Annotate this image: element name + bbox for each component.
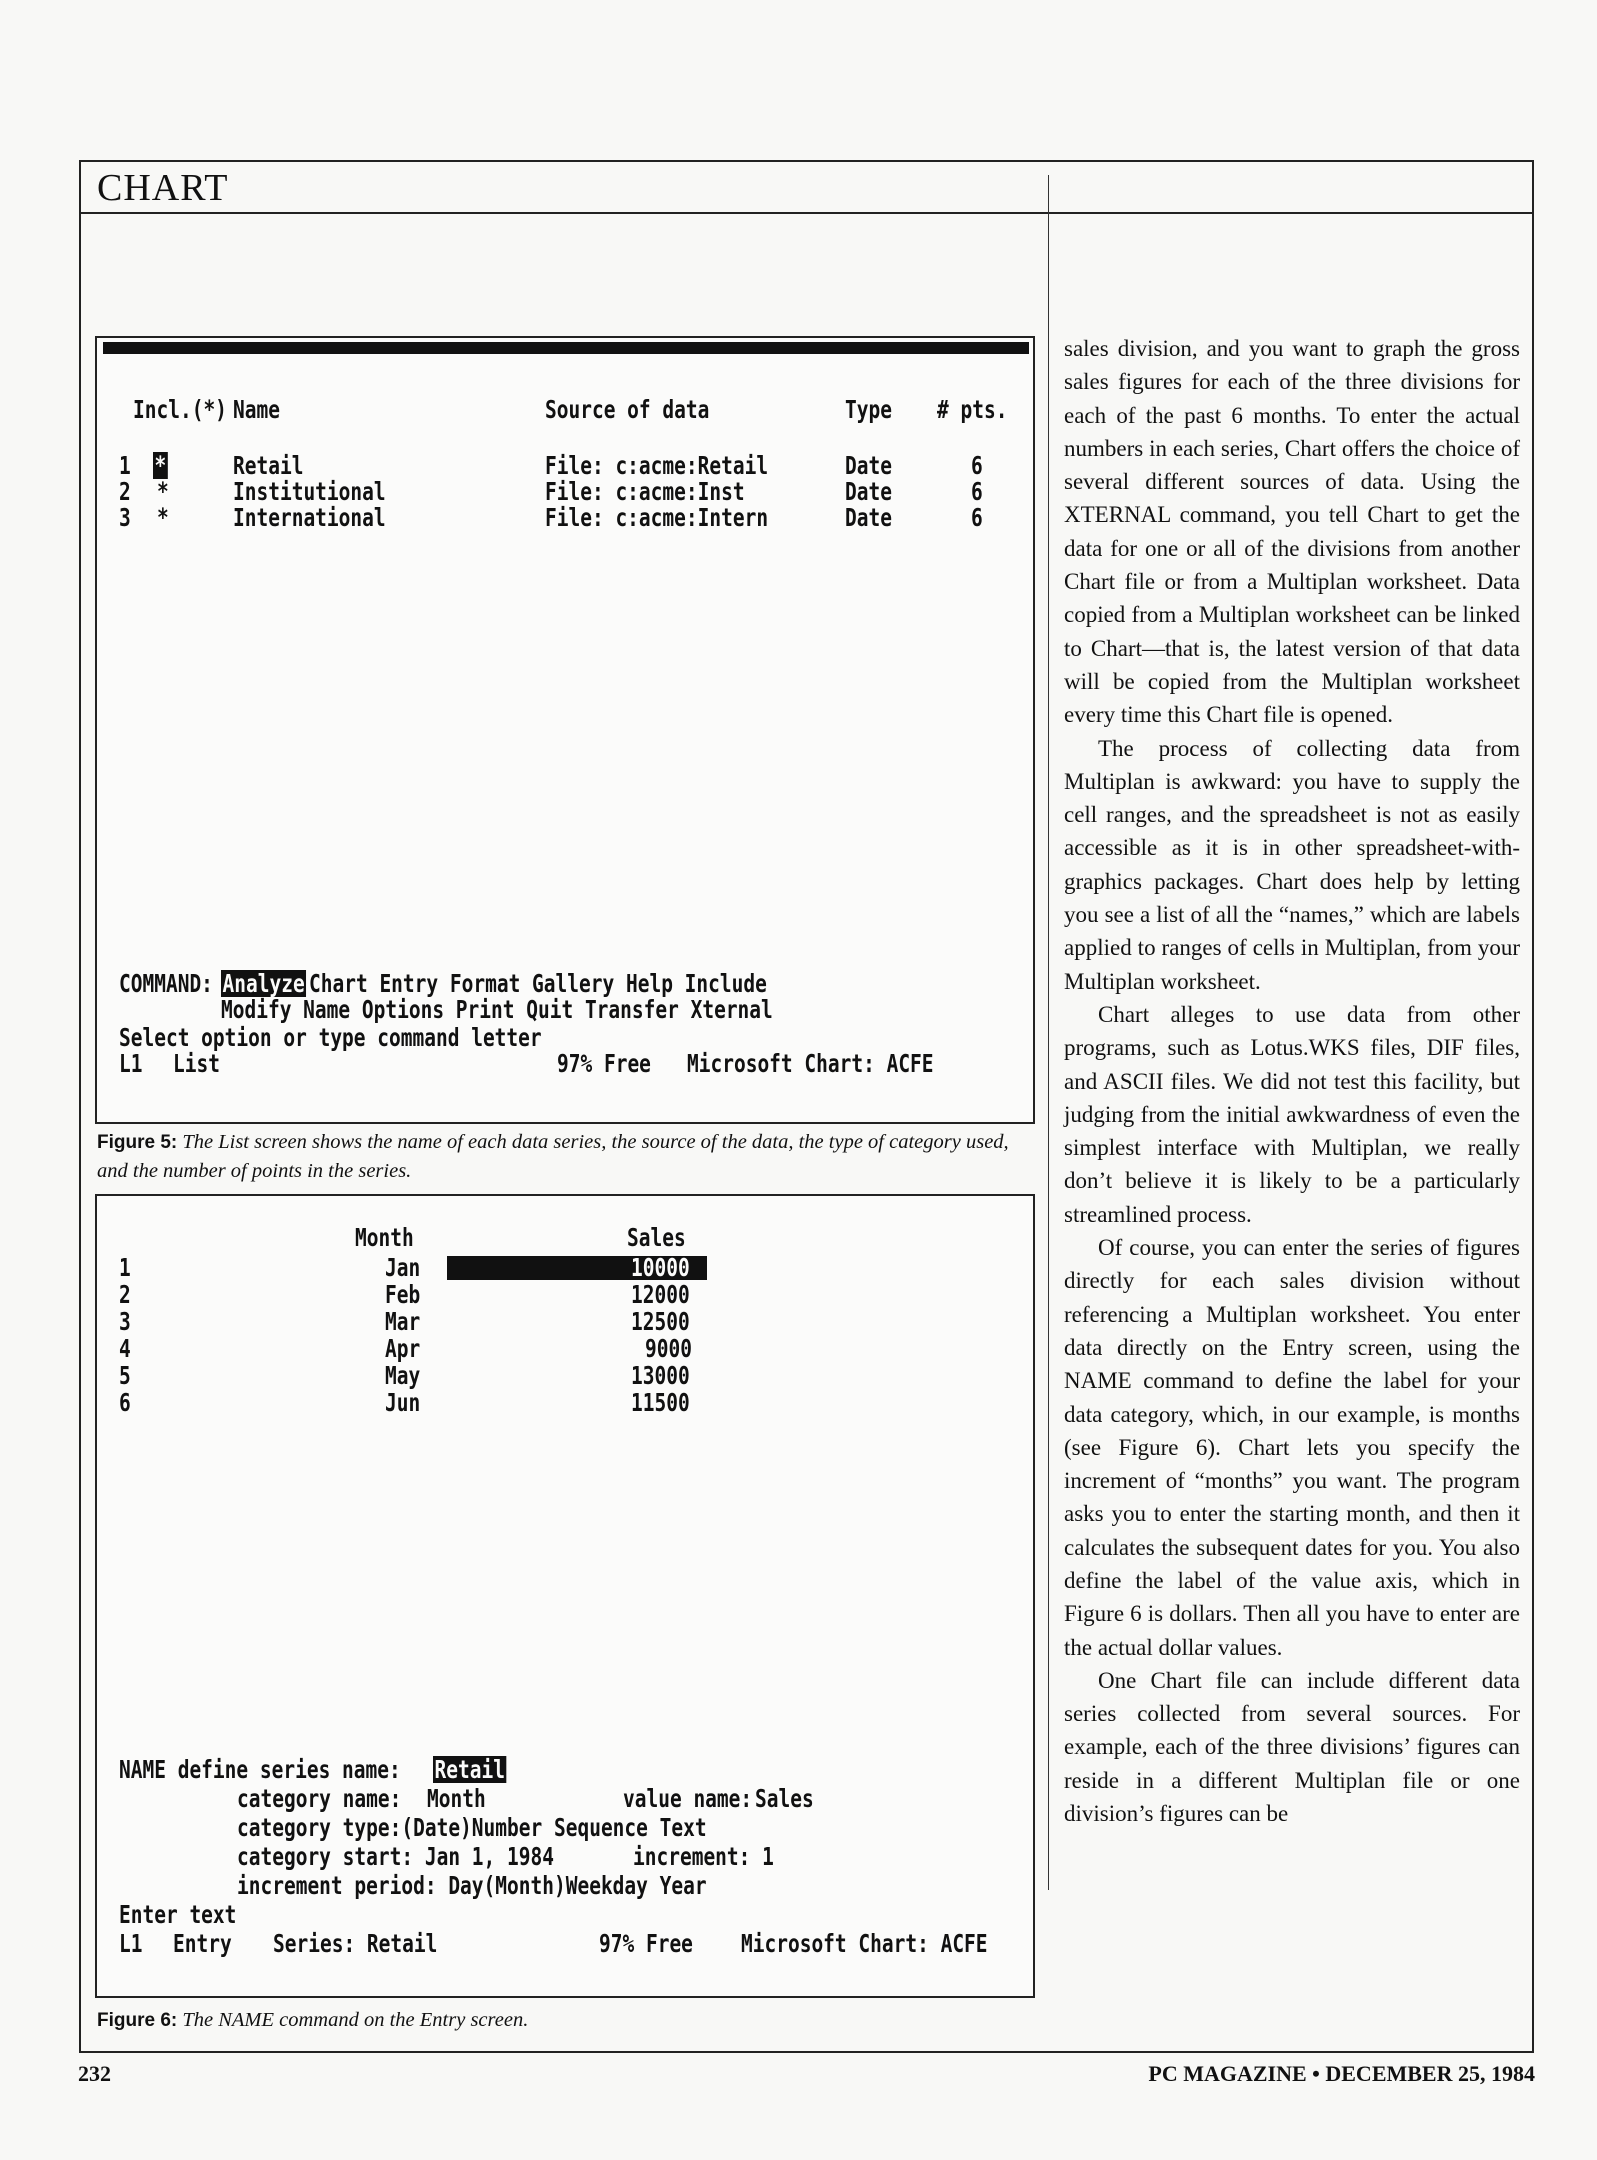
status-position: L1 bbox=[119, 1049, 143, 1078]
page-number: 232 bbox=[78, 2061, 111, 2086]
status-app: Microsoft Chart: ACFE bbox=[741, 1929, 988, 1958]
command-label: COMMAND: bbox=[119, 969, 213, 998]
column-divider bbox=[1048, 175, 1049, 1890]
category-name-field[interactable]: Month bbox=[427, 1784, 486, 1813]
series-name-field[interactable]: Retail bbox=[434, 1755, 506, 1784]
col-incl: Incl.(*) bbox=[133, 395, 227, 424]
value-name-field[interactable]: Sales bbox=[755, 1784, 814, 1813]
command-menu-line2: Modify Name Options Print Quit Transfer Xternal bbox=[221, 995, 773, 1024]
screen-top-bar bbox=[103, 342, 1029, 354]
category-name-label: category name: bbox=[237, 1784, 402, 1813]
col-value: Sales bbox=[627, 1223, 686, 1252]
include-mark-selected: * bbox=[154, 451, 167, 480]
command-prompt: Select option or type command letter bbox=[119, 1023, 542, 1052]
command-selected: Analyze bbox=[222, 969, 305, 998]
col-type: Type bbox=[845, 395, 892, 424]
status-screen: Entry bbox=[173, 1929, 232, 1958]
status-position: L1 bbox=[119, 1929, 143, 1958]
category-type-option[interactable]: category type:(Date)Number Sequence Text bbox=[237, 1813, 707, 1842]
col-category: Month bbox=[355, 1223, 414, 1252]
publication-footer: PC MAGAZINE • DECEMBER 25, 1984 bbox=[1148, 2061, 1535, 2086]
status-app: Microsoft Chart: ACFE bbox=[687, 1049, 934, 1078]
figure6-caption: Figure 6: The NAME command on the Entry screen. bbox=[97, 2009, 529, 2031]
category-start-field[interactable]: category start: Jan 1, 1984 bbox=[237, 1842, 554, 1871]
figure5-list-screen: Incl.(*) Name Source of data Type # pts. 1 * Retail File: c:acme:Retail Date 6 2 * Institutional File: c:acme:Inst Date 6 3 * International File: c:acme:Intern Date 6 COMMAND: Analyze Chart Entry Format Gallery Help Include Modify Name Options Print Quit Transfer Xternal Select option or type command letter L1 List 97% Free Microsoft Chart: ACFE bbox=[95, 336, 1035, 1124]
status-free: 97% Free bbox=[557, 1049, 651, 1078]
value-name-label: value name: bbox=[623, 1784, 753, 1813]
section-header bbox=[81, 162, 1532, 214]
article-paragraph: Of course, you can enter the series of figures directly for each sales division without referencing a Multiplan worksheet. You enter data directly on the Entry screen, using the NAME command to define the label for your data category, which, in our example, is months (see Figure 6). Chart lets you specify the increment of “months” you want. The program asks you to enter the starting month, and then it calculates the subsequent dates for you. You also define the label of the value axis, which in Figure 6 is dollars. Then all you have to enter are the actual dollar values. bbox=[1064, 1235, 1520, 1660]
status-free: 97% Free bbox=[599, 1929, 693, 1958]
name-command: NAME define series name: bbox=[119, 1755, 401, 1784]
article-paragraph: One Chart file can include different data series collected from several sources. For example, each of the three divisions’ figures can reside in a different Multiplan file or one division’s figures can be bbox=[1064, 1667, 1520, 1827]
command-menu-line1: Chart Entry Format Gallery Help Include bbox=[309, 969, 767, 998]
increment-field[interactable]: increment: 1 bbox=[633, 1842, 774, 1871]
status-screen: List bbox=[173, 1049, 220, 1078]
col-source: Source of data bbox=[545, 395, 710, 424]
increment-period-option[interactable]: increment period: Day(Month)Weekday Year bbox=[237, 1871, 707, 1900]
article-paragraph: Chart alleges to use data from other programs, such as Lotus.WKS files, DIF files, and ASCII files. We did not test this facility, but judging from the initial awkwardness of even the simplest interface with Multiplan, we really don’t believe it is likely to be a particularly streamlined process. bbox=[1064, 1001, 1520, 1227]
article-paragraph: sales division, and you want to graph the gross sales figures for each of the three divisions for each of the past 6 months. To enter the actual numbers in each series, Chart offers the choice of several different sources of data. Using the XTERNAL command, you tell Chart to get the data for one or all of the divisions from another Chart file or from a Multiplan worksheet. Data copied from a Multiplan worksheet can be linked to Chart—that is, the latest version of that data will be copied from the Multiplan worksheet every time this Chart file is opened. bbox=[1064, 336, 1520, 728]
article-paragraph: The process of collecting data from Multiplan is awkward: you have to supply the cell ranges, and the spreadsheet is not as easily accessible as it is in other spreadsheet-with-graphics packages. Chart does help by letting you see a list of all the “names,” which are labels applied to ranges of cells in Multiplan, from your Multiplan worksheet. bbox=[1064, 735, 1520, 994]
article-body bbox=[1064, 332, 1520, 1830]
col-pts: # pts. bbox=[937, 395, 1008, 424]
entry-prompt: Enter text bbox=[119, 1900, 237, 1929]
figure6-entry-screen: Month Sales 1 Jan 10000 2 Feb 12000 3 Mar 12500 4 Apr 9000 5 May 13000 6 Jun 11500 NAME define series name: Retail category name: Month value name: Sales category type:(Date)Number Sequence Text category start: Jan 1, 1984 increment: 1 increment period: Day(Month)Weekday Year Enter text L1 Entry Series: Retail 97% Free Microsoft Chart: ACFE bbox=[95, 1194, 1035, 1998]
section-title: CHART bbox=[97, 167, 229, 209]
figure5-caption: Figure 5: The List screen shows the name of each data series, the source of the data, the type of category used, and the number of points in the series. bbox=[97, 1131, 1009, 1182]
status-series: Series: Retail bbox=[273, 1929, 438, 1958]
col-name: Name bbox=[233, 395, 280, 424]
